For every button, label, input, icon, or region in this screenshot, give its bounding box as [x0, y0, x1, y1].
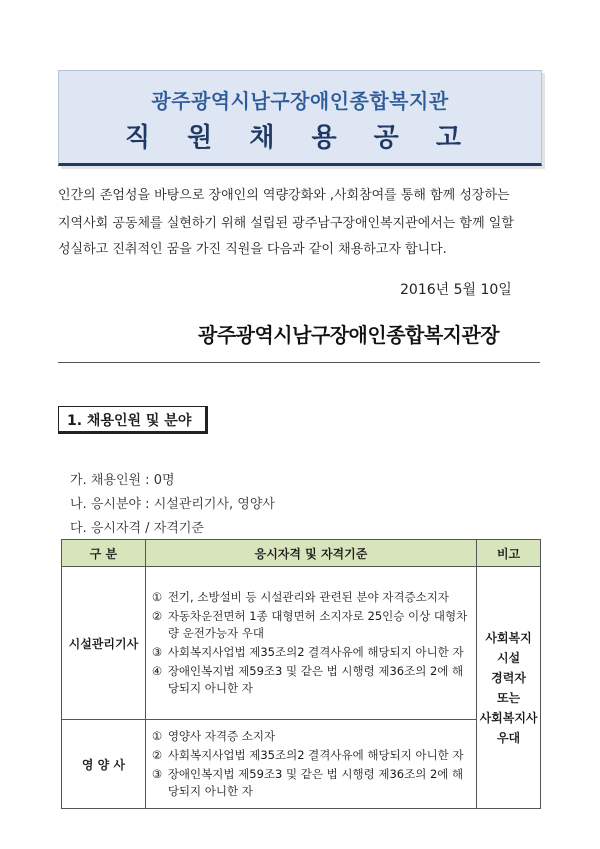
intro-line: 지역사회 공동체를 실현하기 위해 설립된 광주남구장애인복지관에서는 함께 일할	[58, 216, 514, 231]
list-item: 가. 채용인원 : 0명	[70, 473, 175, 488]
item-number: ②	[151, 748, 163, 762]
list-item: 다. 응시자격 / 자격기준	[70, 521, 204, 536]
item-number: ③	[151, 645, 163, 659]
category-cell: 영 양 사	[62, 720, 146, 809]
header-qualifications: 응시자격 및 자격기준	[145, 540, 476, 567]
item-text: 장애인복지법 제59조3 및 같은 법 시행령 제36조의 2에 해당되지 아니한 자	[167, 664, 464, 695]
org-title: 광주광역시남구장애인종합복지관	[151, 89, 449, 113]
announcement-date: 2016년 5월 10일	[400, 282, 512, 298]
qualification-item	[152, 766, 470, 800]
item-text: 영양사 자격증 소지자	[167, 729, 276, 743]
item-number: ①	[151, 590, 163, 604]
qualification-item	[152, 644, 470, 661]
note-cell: 사회복지 시설 경력자 또는 사회복지사 우대	[477, 567, 541, 809]
intro-line: 인간의 존엄성을 바탕으로 장애인의 역량강화와 ,사회참여를 통해 함께 성장하는	[58, 188, 510, 203]
qualification-item	[152, 663, 470, 697]
category-cell: 시설관리기사	[62, 567, 146, 720]
item-text: 사회복지사업법 제35조의2 결격사유에 해당되지 아니한 자	[167, 748, 464, 762]
qualification-item	[152, 747, 470, 764]
qualification-item	[152, 728, 470, 745]
header-category: 구 분	[62, 540, 146, 567]
item-number: ②	[151, 609, 163, 623]
table-header-row	[62, 540, 541, 567]
table-row	[62, 567, 541, 720]
table-row	[62, 720, 541, 809]
item-text: 자동차운전면허 1종 대형면허 소지자로 25인승 이상 대형차량 운전가능자 우대	[167, 609, 468, 640]
item-text: 전기, 소방설비 등 시설관리와 관련된 분야 자격증소지자	[167, 590, 449, 604]
signer-name: 광주광역시남구장애인종합복지관장	[198, 323, 500, 347]
qualification-item	[152, 608, 470, 642]
divider	[58, 362, 540, 363]
qualification-item	[152, 589, 470, 606]
header-note: 비고	[477, 540, 541, 567]
qualifications-cell	[145, 720, 476, 809]
item-number: ①	[151, 729, 163, 743]
list-item: 나. 응시분야 : 시설관리기사, 영양사	[70, 497, 275, 512]
qualifications-cell	[145, 567, 476, 720]
intro-line: 성실하고 진취적인 꿈을 가진 직원을 다음과 같이 채용하고자 합니다.	[58, 242, 447, 257]
section-1-heading: 1. 채용인원 및 분야	[58, 406, 208, 434]
item-number: ③	[151, 767, 163, 781]
title-box	[58, 70, 542, 166]
requirements-table	[61, 539, 541, 809]
item-text: 사회복지사업법 제35조의2 결격사유에 해당되지 아니한 자	[167, 645, 464, 659]
item-text: 장애인복지법 제59조3 및 같은 법 시행령 제36조의 2에 해당되지 아니한 자	[167, 767, 464, 798]
document-title: 직 원 채 용 공 고	[125, 123, 475, 153]
item-number: ④	[151, 664, 163, 678]
